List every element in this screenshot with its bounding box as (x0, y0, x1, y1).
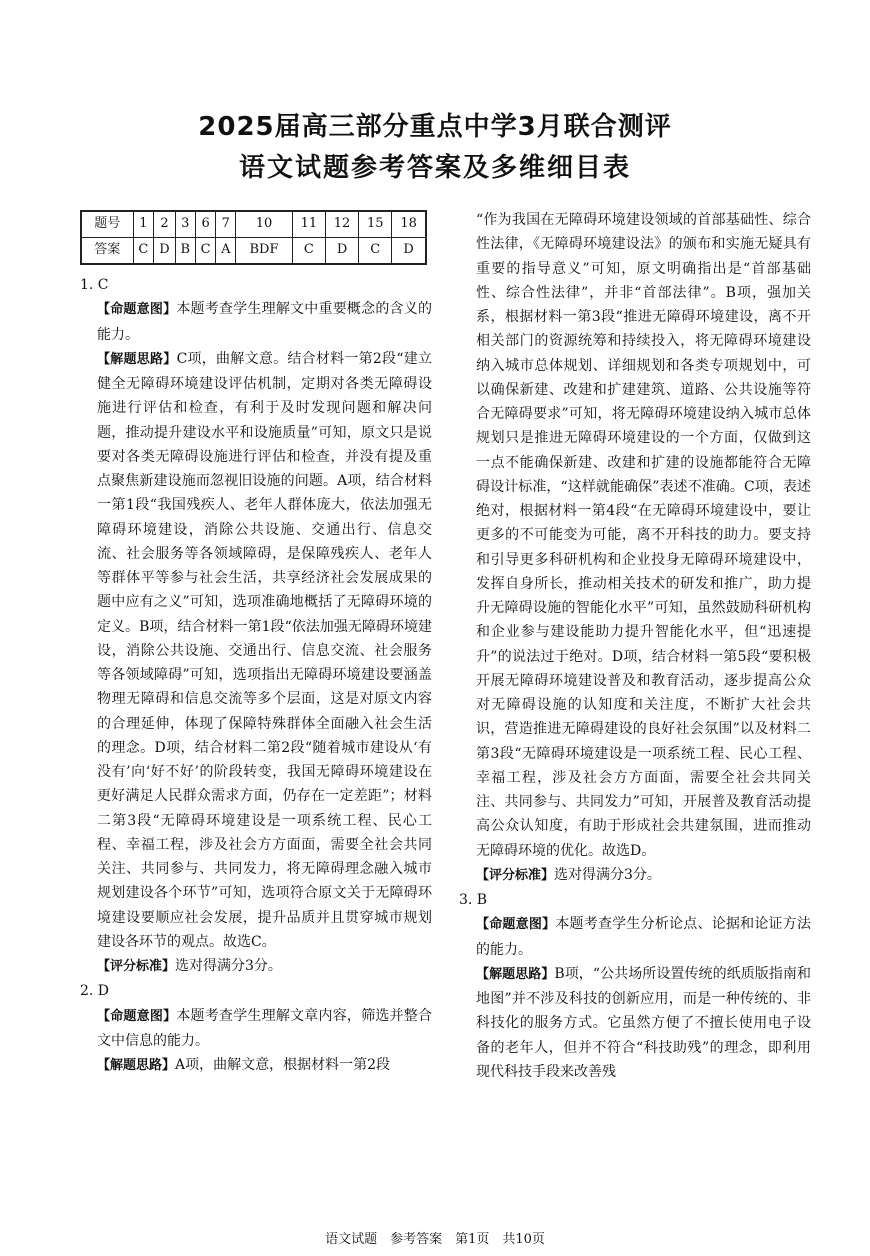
intent-text: 本题考查学生分析论点、论据和论证方法的能力。 (476, 916, 811, 958)
question-number: 12 (325, 211, 358, 238)
answer-table-answer-row (81, 238, 426, 265)
answer-cell: D (154, 238, 176, 265)
right-column (459, 208, 811, 1084)
analysis-tag: 【解题思路】 (97, 1058, 176, 1073)
answer-table-row-label: 答案 (81, 238, 133, 265)
question-2-analysis-continued: “作为我国在无障碍环境建设领域的首部基础性、综合性法律，《无障碍环境建设法》的颁布和实施无疑具有重要的指导意义”可知，原文明确指出是“首部基础性、综合性法律”，并非“首部法律”。B项，强加关系，根据材料一第3段“推进无障碍环境建设，离不开相关部门的资源统筹和持续投入，将无障碍环境建设纳入城市总体规划、详细规划和各类专项规划中，可以确保新建、改建和扩建建筑、道路、公共设施等符合无障碍要求”可知，将无障碍环境建设纳入城市总体规划只是推进无障碍环境建设的一个方面，仅做到这一点不能确保新建、改建和扩建的设施都能符合无障碍设计标准，“这样就能确保”表述不准确。C项，表述绝对，根据材料一第4段“在无障碍环境建设中，要让更多的不可能变为可能，离不开科技的助力。要支持和引导更多科研机构和企业投身无障碍环境建设中，发挥自身所长，推动相关技术的研发和推广，助力提升无障碍设施的智能化水平”可知，虽然鼓励科研机构和企业参与建设能助力提升智能化水平，但“迅速提升”的说法过于绝对。D项，结合材料一第5段“要积极开展无障碍环境建设普及和教育活动，逐步提高公众对无障碍设施的认知度和关注度，不断扩大社会共识，营造推进无障碍建设的良好社会氛围”以及材料二第3段“无障碍环境建设是一项系统工程、民心工程、幸福工程，涉及社会方方面面，需要全社会共同关注、共同参与、共同发力”可知，开展普及教育活动提高公众认知度，有助于形成社会共建氛围，进而推动无障碍环境的优化。故选D。 (476, 212, 811, 859)
answer-cell: C (359, 238, 392, 265)
question-1-score (80, 954, 432, 979)
question-number: 3 (175, 211, 195, 238)
question-number: 1 (133, 211, 154, 238)
answer-cell: D (392, 238, 426, 265)
answer-table-number-row (81, 211, 426, 238)
answer-table-row-label: 题号 (81, 211, 133, 238)
question-3-intent (459, 912, 811, 962)
left-column (80, 206, 432, 1078)
answer-cell: A (216, 238, 236, 265)
answer-cell: C (195, 238, 216, 265)
question-number: 6 (195, 211, 216, 238)
question-number: 10 (236, 211, 293, 238)
intent-tag: 【命题意图】 (97, 302, 177, 318)
document-subtitle: 语文试题参考答案及多维细目表 (238, 153, 631, 183)
score-text: 选对得满分3分。 (554, 866, 661, 883)
question-1-heading: 1. C (80, 277, 109, 293)
answer-table (80, 210, 427, 265)
answer-cell: D (325, 238, 358, 265)
intent-tag: 【命题意图】 (476, 917, 556, 933)
score-tag: 【评分标准】 (476, 867, 555, 883)
question-2-analysis (80, 1053, 432, 1078)
intent-text: 本题考查学生理解文中重要概念的含义的能力。 (97, 301, 432, 343)
question-2-heading: 2. D (80, 983, 110, 1000)
question-2-score (459, 863, 811, 888)
analysis-text: B项，“公共场所设置传统的纸质版指南和地图”并不涉及科技的创新应用，而是一种传统的、非科技化的服务方式。它虽然方便了不擅长使用电子设备的老年人，但并不符合“科技助残”的理念，即利用现代科技手段来改善残 (476, 965, 811, 1080)
answer-cell: B (175, 238, 195, 265)
analysis-text: A项，曲解文意，根据材料一第2段 (175, 1057, 391, 1073)
question-2-intent (80, 1004, 432, 1054)
question-number: 15 (359, 211, 392, 238)
document-title: 2025届高三部分重点中学3月联合测评 (198, 112, 672, 142)
question-1-intent (80, 297, 432, 347)
analysis-text: C项，曲解文意。结合材料一第2段“建立健全无障碍环境建设评估机制，定期对各类无障碍设施进行评估和检查，有利于及时发现问题和解决问题，推动提升建设水平和设施质量”可知，原文只是说要对各类无障碍设施进行评估和检查，并没有提及重点聚焦新建设施而忽视旧设施的问题。A项，结合材料一第1段“我国残疾人、老年人群体庞大，依法加强无障碍环境建设，消除公共设施、交通出行、信息交流、社会服务等各领域障碍，是保障残疾人、老年人等群体平等参与社会生活，共享经济社会发展成果的题中应有之义”可知，选项准确地概括了无障碍环境的定义。B项，结合材料一第1段“依法加强无障碍环境建设，消除公共设施、交通出行、信息交流、社会服务等各领域障碍”可知，选项指出无障碍环境建设要涵盖物理无障碍和信息交流等多个层面，这是对原文内容的合理延伸，体现了保障特殊群体全面融入社会生活的理念。D项，结合材料二第2段“随着城市建设从‘有没有’向‘好不好’的阶段转变，我国无障碍环境建设在更好满足人民群众需求方面，仍存在一定差距”；材料二第3段“无障碍环境建设是一项系统工程、民心工程、幸福工程，涉及社会方方面面，需要全社会共同关注、共同参与、共同发力，将无障碍理念融入城市规划建设各个环节”可知，选项符合原文关于无障碍环境建设要顺应社会发展，提升品质并且贯穿城市规划建设各环节的观点。故选C。 (97, 350, 432, 950)
analysis-tag: 【解题思路】 (476, 966, 555, 982)
page-footer: 语文试题 参考答案 第1页 共10页 (325, 1232, 545, 1247)
question-1-analysis (80, 347, 432, 954)
analysis-tag: 【解题思路】 (97, 351, 177, 367)
intent-tag: 【命题意图】 (97, 1008, 177, 1024)
question-number: 11 (292, 211, 325, 238)
question-3-analysis (459, 962, 811, 1084)
answer-cell: C (133, 238, 154, 265)
intent-text: 本题考查学生理解文章内容，筛选并整合文中信息的能力。 (97, 1007, 432, 1049)
score-tag: 【评分标准】 (97, 959, 176, 974)
answer-cell: C (292, 238, 325, 265)
question-number: 2 (154, 211, 176, 238)
question-number: 18 (392, 211, 426, 238)
score-text: 选对得满分3分。 (175, 958, 282, 974)
answer-cell: BDF (236, 238, 293, 265)
question-number: 7 (216, 211, 236, 238)
question-3-heading: 3. B (459, 892, 488, 908)
